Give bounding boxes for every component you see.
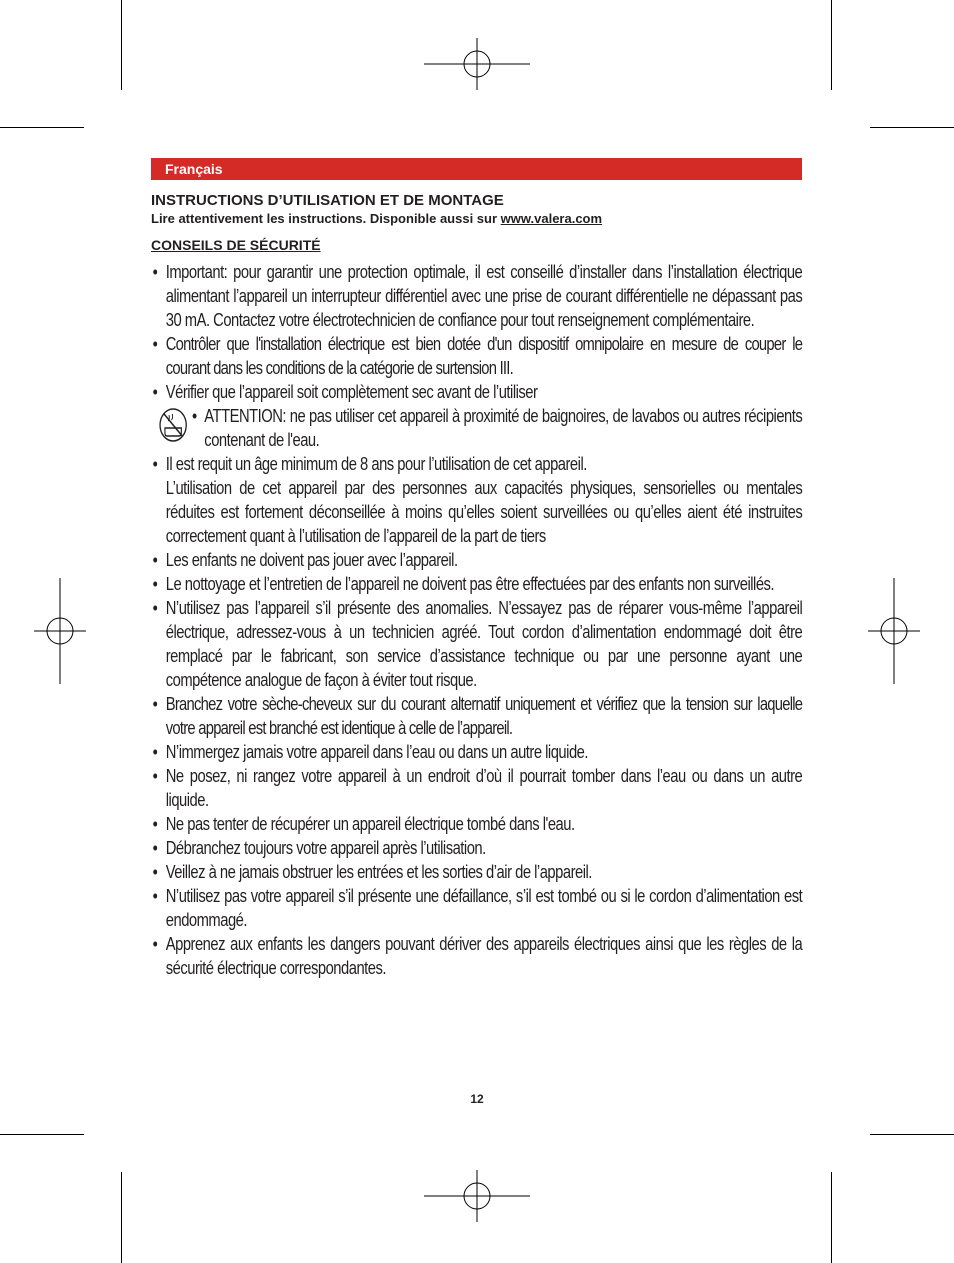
list-item: • Veillez à ne jamais obstruer les entrées et les sorties d’air de l’appareil. bbox=[151, 860, 802, 884]
list-item: • Vérifier que l’appareil soit complètement sec avant de l’utiliser bbox=[151, 380, 802, 404]
list-item: • Débranchez toujours votre appareil après l’utilisation. bbox=[151, 836, 802, 860]
crop-mark bbox=[121, 0, 122, 90]
document-subtitle bbox=[151, 210, 802, 228]
subtitle-text: Lire attentivement les instructions. Disponible aussi sur bbox=[151, 211, 501, 226]
website-link[interactable]: www.valera.com bbox=[500, 211, 603, 226]
list-item: • Ne pas tenter de récupérer un appareil électrique tombé dans l'eau. bbox=[151, 812, 802, 836]
list-item: • Les enfants ne doivent pas jouer avec l’appareil. bbox=[151, 548, 802, 572]
list-item bbox=[151, 452, 802, 548]
page-number: 12 bbox=[470, 1092, 484, 1106]
registration-mark-top bbox=[424, 38, 530, 90]
warning-text: ATTENTION: ne pas utiliser cet appareil à proximité de baignoires, de lavabos ou autres récipients contenant de l'eau. bbox=[204, 406, 803, 450]
list-item: • Contrôler que l'installation électrique est bien dotée d'un dispositif omnipolaire en mesure de couper le courant dans les conditions de la catégorie de surtension III. bbox=[151, 332, 802, 380]
crop-mark bbox=[831, 1172, 832, 1263]
document-title: INSTRUCTIONS D’UTILISATION ET DE MONTAGE bbox=[151, 192, 504, 209]
crop-mark bbox=[870, 1134, 954, 1135]
language-bar: Français bbox=[151, 158, 802, 180]
list-item: • Le nottoyage et l’entretien de l’appareil ne doivent pas être effectuées par des enfants non surveillés. bbox=[151, 572, 802, 596]
list-item-continuation: L’utilisation de cet appareil par des personnes aux capacités physiques, sensorielles ou mentales réduites est fortement déconseillée à moins qu’elles soient surveillées ou qu’elles aient été instruites correctement quant à l’utilisation de l’appareil de la part de tiers bbox=[165, 478, 803, 546]
page-content bbox=[151, 158, 802, 980]
list-item: • N’utilisez pas l’appareil s’il présente des anomalies. N’essayez pas de réparer vous-même l’appareil électrique, adressez-vous à un technicien agréé. Tout cordon d’alimentation endommagé doit être remplacé par le fabricant, son service d’assistance technique ou par une personne ayant une compétence analogue de façon à éviter tout risque. bbox=[151, 596, 802, 692]
safety-list bbox=[151, 260, 802, 980]
list-item: • N’utilisez pas votre appareil s’il présente une défaillance, s’il est tombé ou si le cordon d’alimentation est endommagé. bbox=[151, 884, 802, 932]
list-item: • Ne posez, ni rangez votre appareil à un endroit d’où il pourrait tomber dans l’eau ou dans un autre liquide. bbox=[151, 764, 802, 812]
registration-mark-bottom bbox=[424, 1170, 530, 1222]
registration-mark-left bbox=[34, 578, 86, 684]
list-item: • N’immergez jamais votre appareil dans l’eau ou dans un autre liquide. bbox=[151, 740, 802, 764]
crop-mark bbox=[0, 127, 84, 128]
crop-mark bbox=[831, 0, 832, 90]
list-item: • Branchez votre sèche-cheveux sur du courant alternatif uniquement et vérifiez que la tension sur laquelle votre appareil est branché est identique à celle de l’appareil. bbox=[151, 692, 802, 740]
crop-mark bbox=[0, 1134, 84, 1135]
section-heading: CONSEILS DE SÉCURITÉ bbox=[151, 237, 321, 253]
list-item: • Apprenez aux enfants les dangers pouvant dériver des appareils électriques ainsi que les règles de la sécurité électrique correspondantes. bbox=[151, 932, 802, 980]
list-item: • Important: pour garantir une protection optimale, il est conseillé d’installer dans l’installation électrique alimentant l’appareil un interrupteur différentiel avec une prise de courant différentielle ne dépassant pas 30 mA. Contactez votre électrotechnicien de confiance pour tout renseignement complémentaire. bbox=[151, 260, 802, 332]
warning-list-item bbox=[151, 404, 802, 452]
registration-mark-right bbox=[868, 578, 920, 684]
list-item-text: Il est requit un âge minimum de 8 ans pour l’utilisation de cet appareil. bbox=[165, 454, 587, 474]
crop-mark bbox=[121, 1172, 122, 1263]
no-water-bathtub-icon bbox=[158, 406, 189, 444]
crop-mark bbox=[870, 127, 954, 128]
